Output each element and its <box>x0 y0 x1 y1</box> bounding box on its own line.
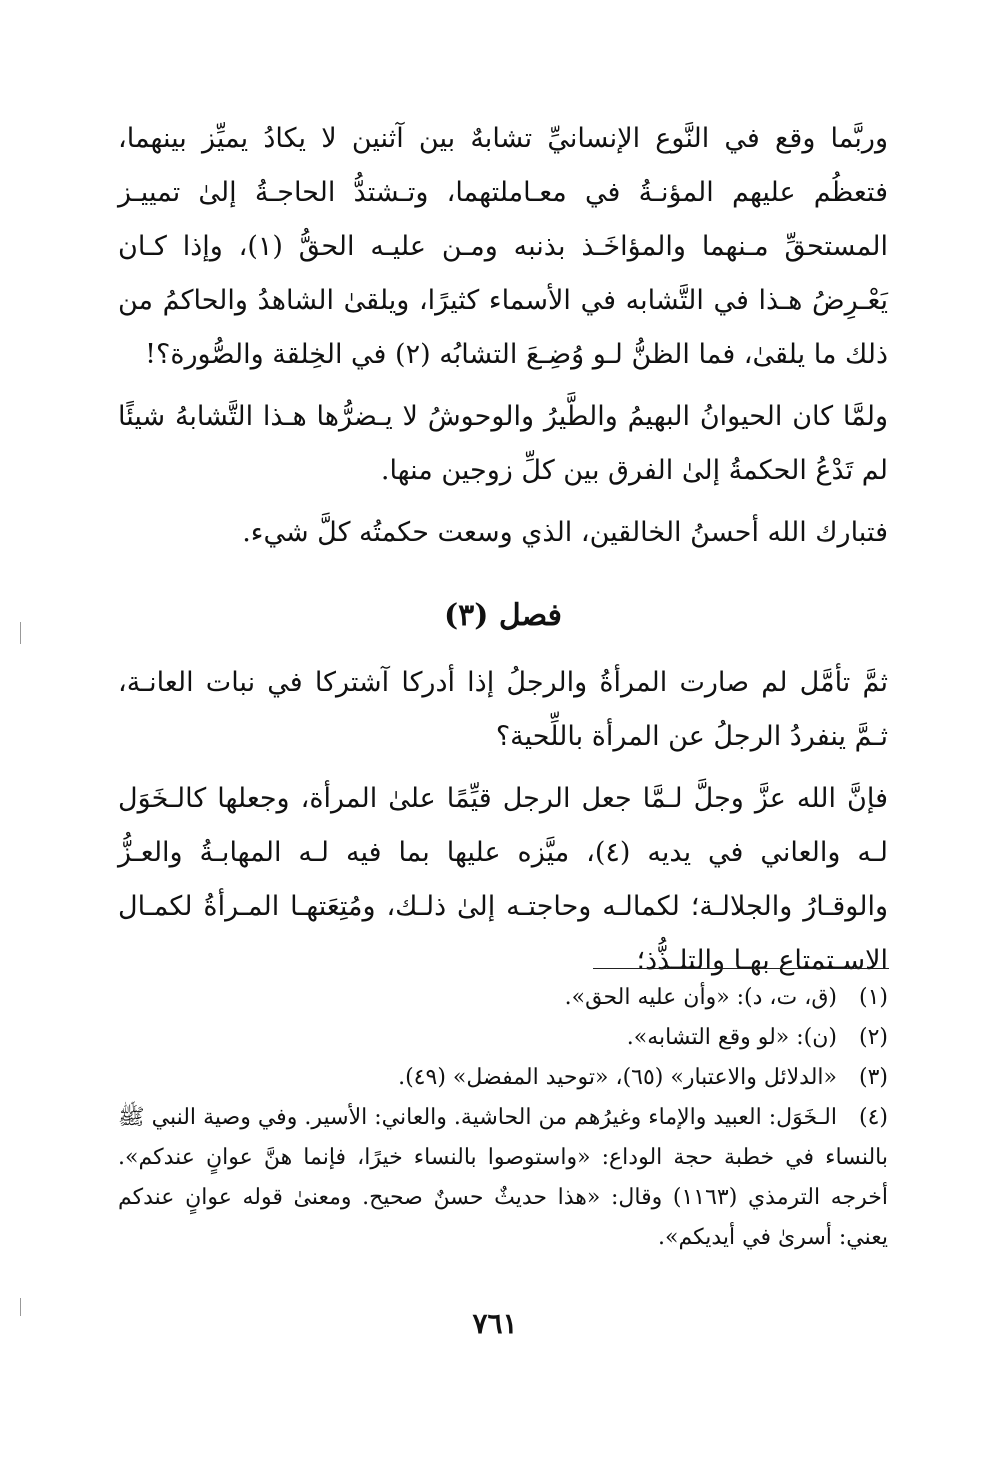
section-heading: فصل (٣) <box>443 598 563 633</box>
footnote-separator <box>593 968 889 969</box>
main-text-bottom <box>118 656 888 988</box>
footnote-text: (ق، ت، د): «وأن عليه الحق». <box>564 985 837 1010</box>
page-number: ٧٦١ <box>472 1307 518 1340</box>
footnote-text: «الدلائل والاعتبار» (٦٥)، «توحيد المفضل» (٤٩). <box>398 1065 837 1090</box>
footnote-3 <box>118 1058 888 1098</box>
footnote-1 <box>118 978 888 1018</box>
footnote-number: (٣) <box>858 1065 888 1090</box>
footnote-number: (١) <box>858 985 888 1010</box>
footnote-number: (٢) <box>858 1025 888 1050</box>
scan-artifact-mark <box>20 1298 21 1316</box>
paragraph-4: ثمَّ تأمَّل لم صارت المرأةُ والرجلُ إذا أدركا آشتركا في نبات العانـة، ثـمَّ ينفردُ الرجلُ عن المرأة باللِّحية؟ <box>118 667 888 752</box>
footnote-2 <box>118 1018 888 1058</box>
footnote-number: (٤) <box>858 1105 888 1130</box>
footnotes <box>118 978 888 1258</box>
footnote-text: الـخَوَل: العبيد والإماء وغيرُهم من الحاشية. والعاني: الأسير. وفي وصية النبي ﷺ بالنساء في خطبة حجة الوداع: «واستوصوا بالنساء خيرًا، فإنما هنَّ عوانٍ عندكم». أخرجه الترمذي (١١٦٣) وقال: «هذا حديثٌ حسنٌ صحيح. ومعنىٰ قوله عوانٍ عندكم يعني: أسرىٰ في أيديكم». <box>118 1105 888 1250</box>
paragraph-3: فتبارك الله أحسنُ الخالقين، الذي وسعت حكمتُه كلَّ شيء. <box>242 517 888 548</box>
scan-artifact-mark <box>20 622 21 644</box>
footnote-4 <box>118 1098 888 1258</box>
footnote-text: (ن): «لو وقع التشابه». <box>626 1025 837 1050</box>
paragraph-2: ولمَّا كان الحيوانُ البهيمُ والطَّيرُ والوحوشُ لا يـضرُّها هـذا التَّشابهُ شيئًا لم تَدْعُ الحكمةُ إلىٰ الفرق بين كلِّ زوجين منها. <box>118 401 888 486</box>
paragraph-1: وربَّما وقع في النَّوع الإنسانيِّ تشابهٌ بين آثنين لا يكادُ يميِّز بينهما، فتعظُم عليهم المؤنـةُ في معـاملتهما، وتـشتدُّ الحاجـةُ إلىٰ تمييـز المستحقِّ مـنهما والمؤاخَـذ بذنبه ومـن عليـه الحقُّ (١)، وإذا كـان يَعْـرِضُ هـذا في التَّشابه في الأسماء كثيرًا، ويلقىٰ الشاهدُ والحاكمُ من ذلك ما يلقىٰ، فما الظنُّ لـو وُضِـعَ التشابُه (٢) في الخِلقة والصُّورة؟! <box>118 123 889 370</box>
paragraph-5: فإنَّ الله عزَّ وجلَّ لـمَّا جعل الرجل قيِّمًا علىٰ المرأة، وجعلها كالـخَوَل لـه والعاني في يديه (٤)، ميَّزه عليها بما فيه لـه المهابـةُ والعـزُّ والوقـارُ والجلالـة؛ لكمالـه وحاجتـه إلىٰ ذلـك، ومُتِعَتهـا المـرأةُ لكمـال الاسـتمتاع بهـا والتلـذُّذ؛ <box>118 783 888 976</box>
main-text-top <box>118 112 888 560</box>
